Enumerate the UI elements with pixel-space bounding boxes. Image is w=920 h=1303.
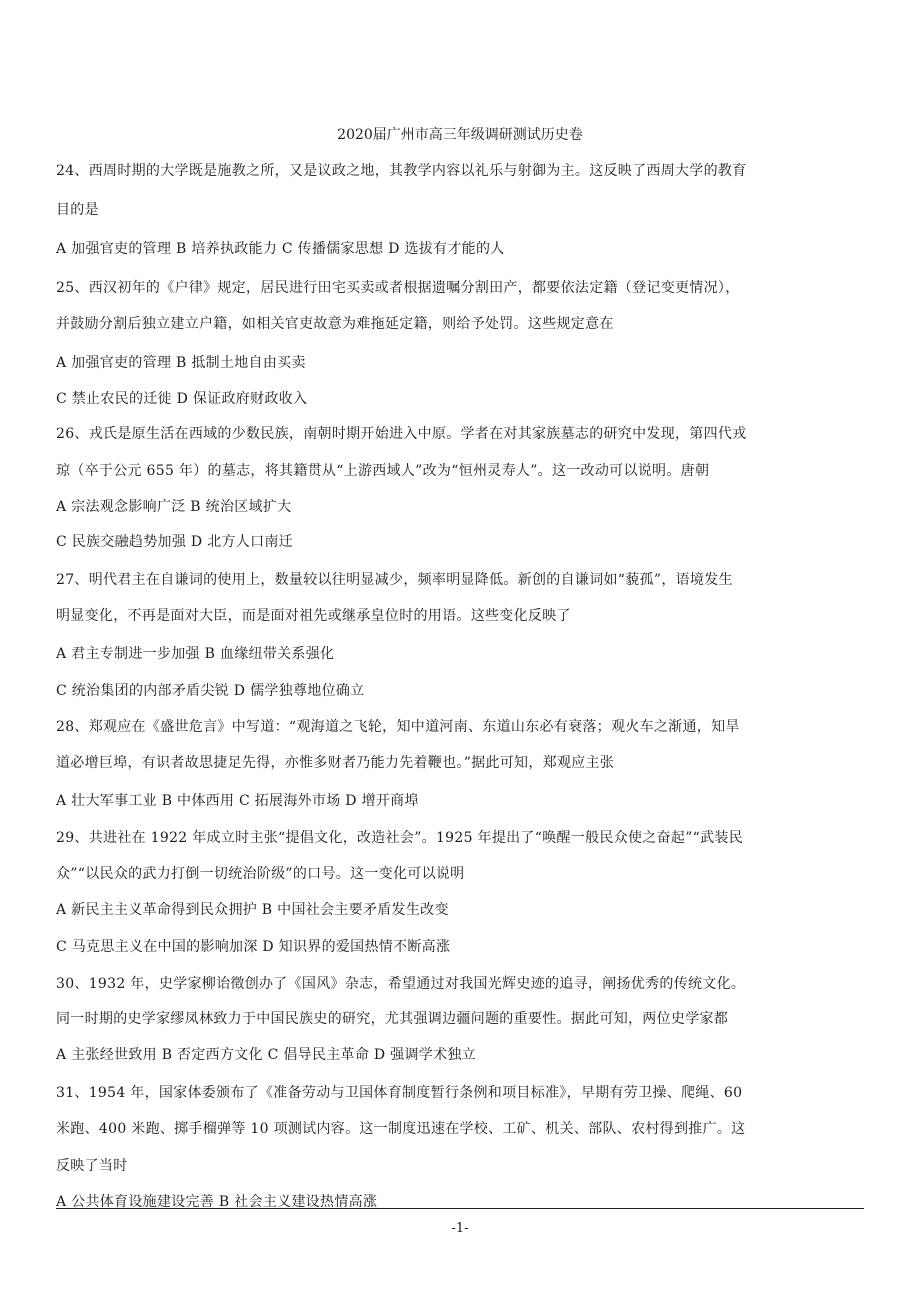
text-line: 25、西汉初年的《户律》规定，居民进行田宅买卖或者根据遗嘱分割田产，都要依法定籍（登记变更情况）， bbox=[56, 280, 740, 296]
footer-rule bbox=[56, 1208, 864, 1209]
text-line: 反映了当时 bbox=[56, 1158, 128, 1174]
text-line: 并鼓励分割后独立建立户籍，如相关官吏故意为难拖延定籍，则给予处罚。这些规定意在 bbox=[56, 316, 614, 332]
text-line: 24、西周时期的大学既是施教之所，又是议政之地，其教学内容以礼乐与射御为主。这反映了西周大学的教育 bbox=[56, 163, 747, 179]
text-line: A 新民主主义革命得到民众拥护 B 中国社会主要矛盾发生改变 bbox=[56, 902, 449, 918]
text-line: A 主张经世致用 B 否定西方文化 C 倡导民主革命 D 强调学术独立 bbox=[56, 1047, 476, 1063]
text-line: C 统治集团的内部矛盾尖锐 D 儒学独尊地位确立 bbox=[56, 683, 365, 699]
page-number: -1- bbox=[451, 1221, 469, 1236]
text-line: A 壮大军事工业 B 中体西用 C 拓展海外市场 D 增开商埠 bbox=[56, 793, 419, 809]
text-line: A 宗法观念影响广泛 B 统治区域扩大 bbox=[56, 499, 292, 515]
text-line: A 加强官吏的管理 B 抵制土地自由买卖 bbox=[56, 355, 306, 371]
text-line: 道必增巨埠，有识者故思捷足先得，亦惟多财者乃能力先着鞭也。”据此可知，郑观应主张 bbox=[56, 755, 615, 771]
text-line: 28、郑观应在《盛世危言》中写道：“观海道之飞轮，知中道河南、东道山东必有衰落；观火车之渐通，知旱 bbox=[56, 719, 740, 735]
text-line: A 加强官吏的管理 B 培养执政能力 C 传播儒家思想 D 选拔有才能的人 bbox=[56, 241, 505, 257]
text-line: C 马克思主义在中国的影响加深 D 知识界的爱国热情不断高涨 bbox=[56, 939, 451, 955]
text-line: 27、明代君主在自谦词的使用上，数量较以往明显减少，频率明显降低。新创的自谦词如“藐孤”，语境发生 bbox=[56, 572, 733, 588]
text-line: A 公共体育设施建设完善 B 社会主义建设热情高涨 bbox=[56, 1194, 378, 1210]
text-line: 30、1932 年，史学家柳诒徵创办了《国风》杂志，希望通过对我国光辉史迹的追寻，阐扬优秀的传统文化。 bbox=[56, 976, 746, 992]
text-line: 琼（卒于公元 655 年）的墓志，将其籍贯从“上游西域人”改为“恒州灵寿人”。这一改动可以说明。唐朝 bbox=[56, 463, 710, 479]
text-line: 26、戎氏是原生活在西域的少数民族，南朝时期开始进入中原。学者在对其家族墓志的研究中发现，第四代戎 bbox=[56, 426, 747, 442]
text-line: 同一时期的史学家缪凤林致力于中国民族史的研究，尤其强调边疆问题的重要性。据此可知，两位史学家都 bbox=[56, 1011, 729, 1027]
text-line: 众”“以民众的武力打倒一切统治阶级”的口号。这一变化可以说明 bbox=[56, 866, 465, 882]
text-line: 31、1954 年，国家体委颁布了《准备劳动与卫国体育制度暂行条例和项目标准》，早期有劳卫操、爬绳、60 bbox=[56, 1085, 743, 1101]
document-title: 2020届广州市高三年级调研测试历史卷 bbox=[337, 127, 583, 143]
text-line: 米跑、400 米跑、掷手榴弹等 10 项测试内容。这一制度迅速在学校、工矿、机关、部队、农村得到推广。这 bbox=[56, 1121, 746, 1137]
text-line: 目的是 bbox=[56, 202, 99, 218]
text-line: A 君主专制进一步加强 B 血缘纽带关系强化 bbox=[56, 646, 335, 662]
text-line: 明显变化，不再是面对大臣，而是面对祖先或继承皇位时的用语。这些变化反映了 bbox=[56, 608, 571, 624]
text-line: C 禁止农民的迁徙 D 保证政府财政收入 bbox=[56, 391, 308, 407]
text-line: C 民族交融趋势加强 D 北方人口南迁 bbox=[56, 534, 293, 550]
text-line: 29、共进社在 1922 年成立时主张“提倡文化，改造社会”。1925 年提出了“唤醒一般民众使之奋起”“武装民 bbox=[56, 830, 744, 846]
